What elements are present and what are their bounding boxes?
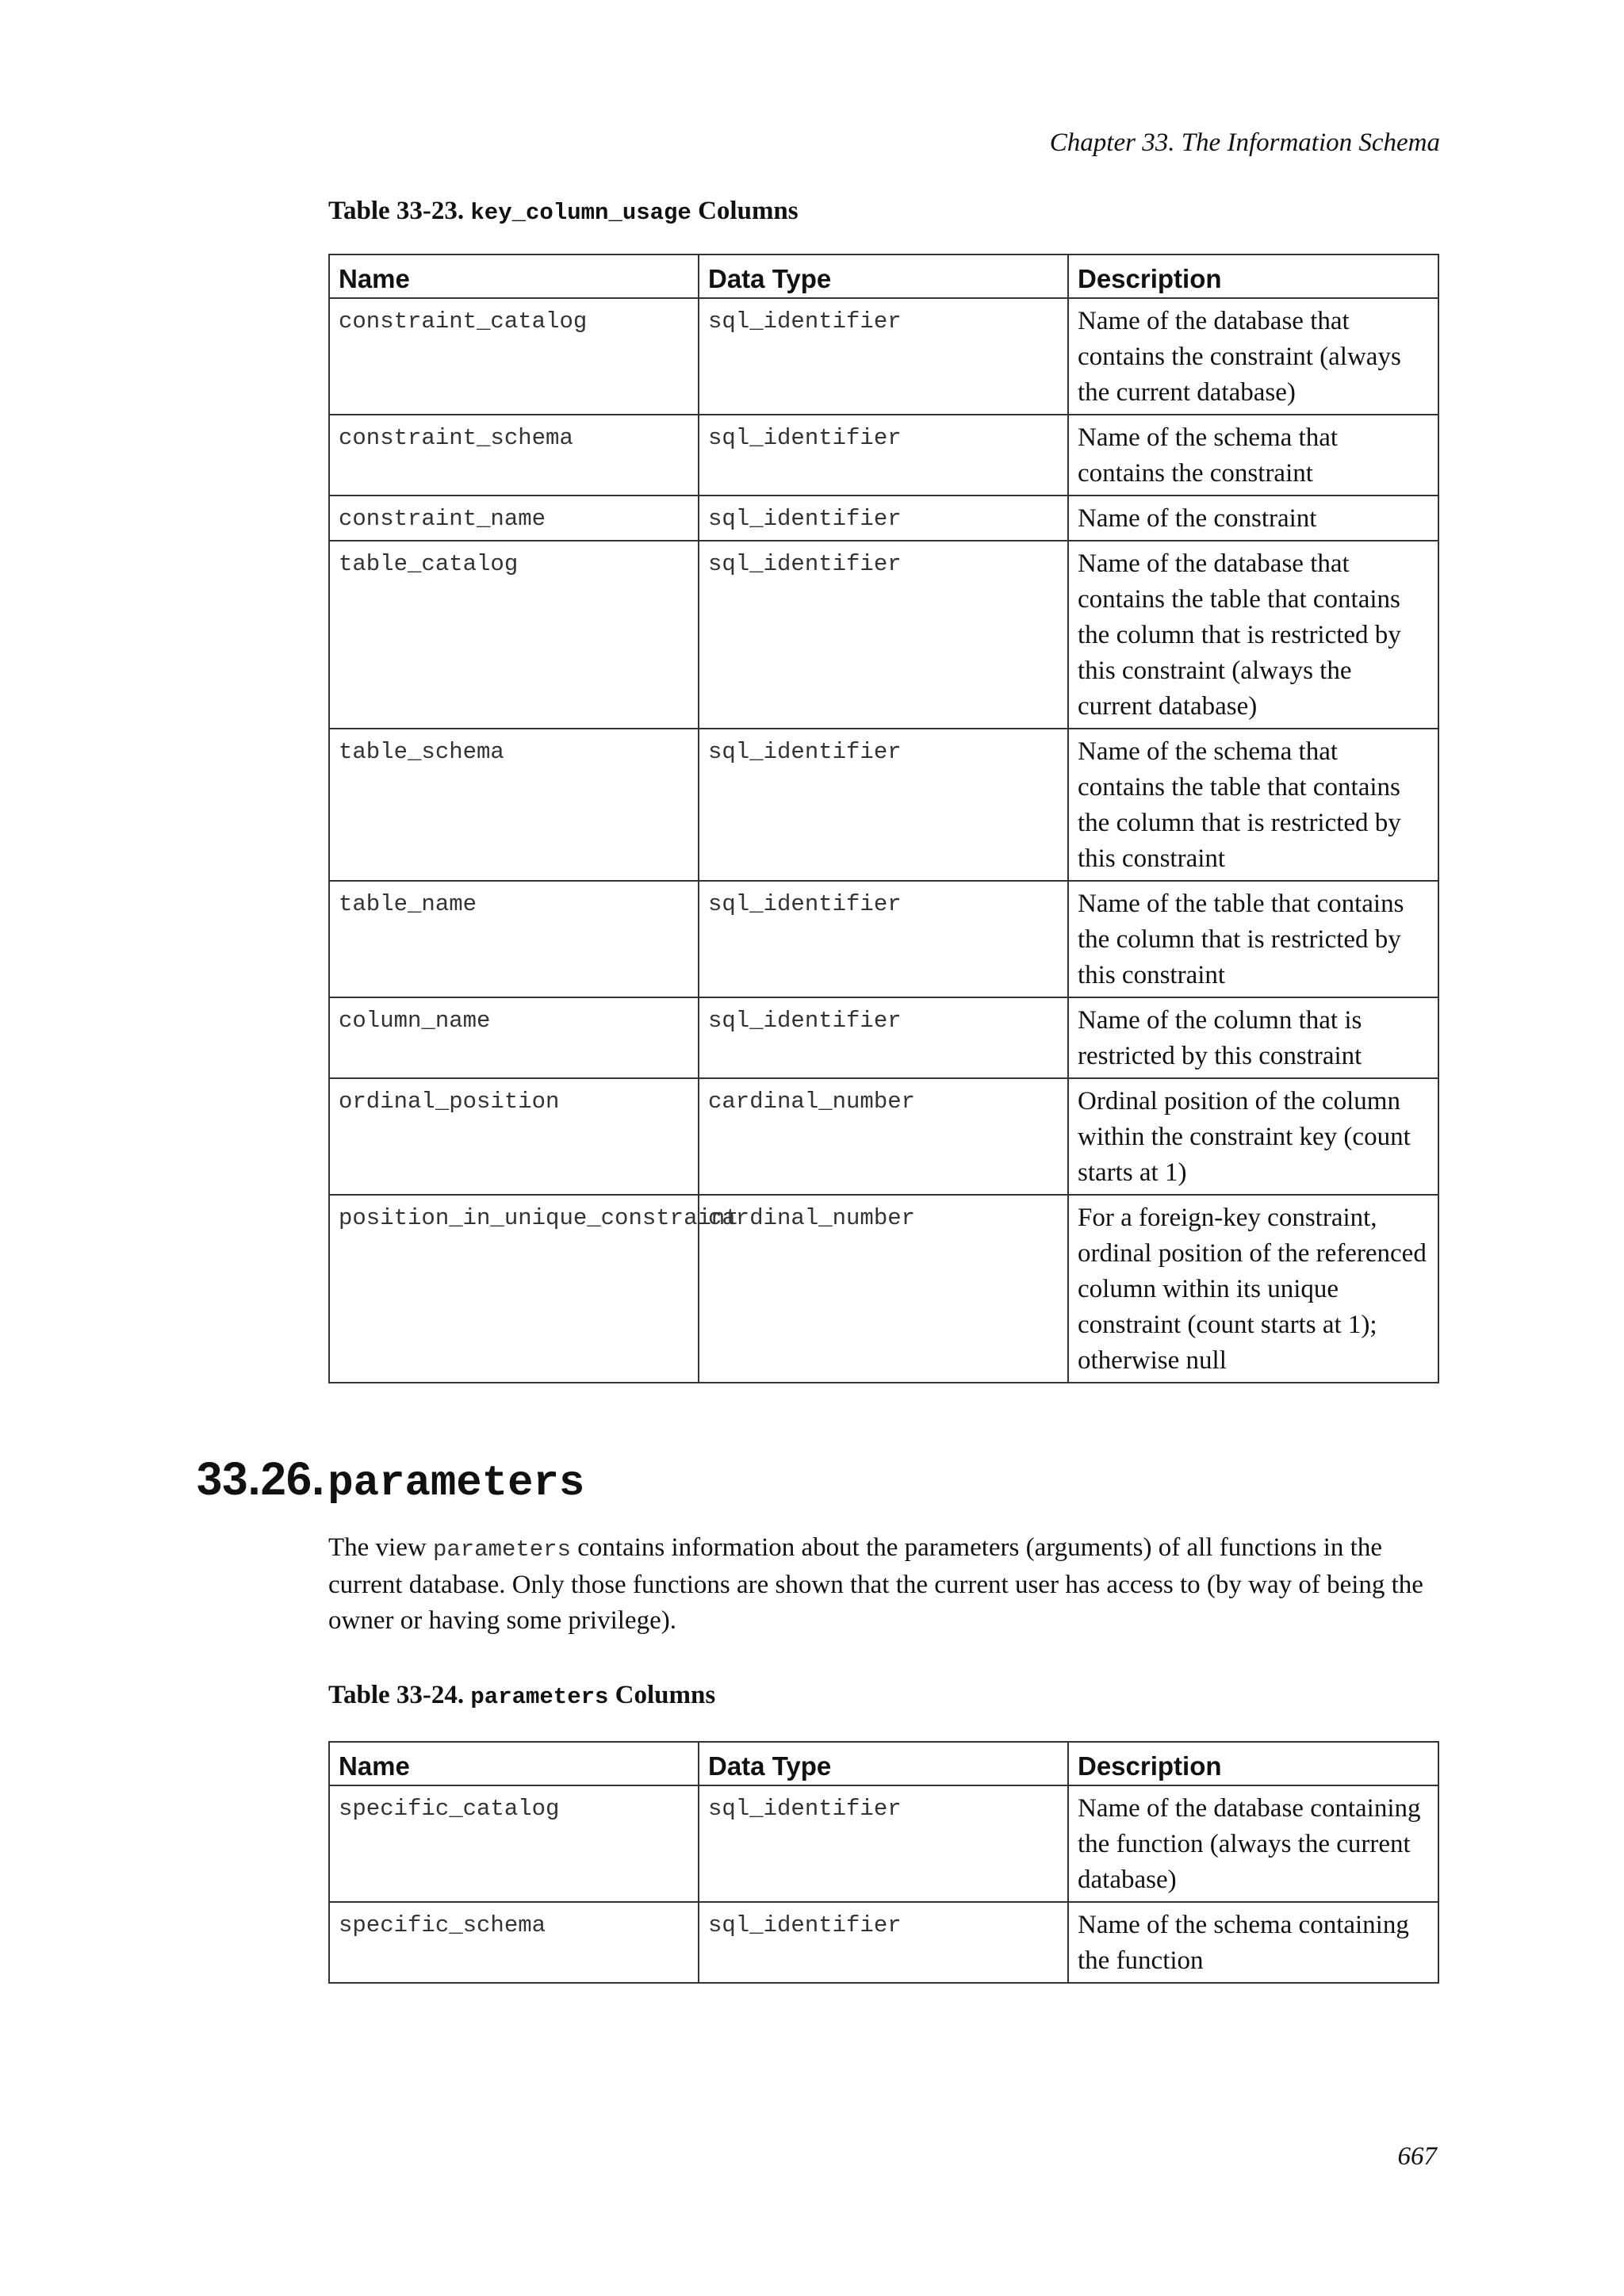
cell-description: Name of the schema that contains the table that contains the column that is restricted by this constraint [1068,729,1438,881]
section-intro-paragraph [328,1530,1440,1639]
parameters-table [328,1741,1439,1984]
column-header-data-type: Data Type [699,1742,1068,1785]
cell-name: position_in_unique_constraint [329,1195,699,1383]
table-row [329,1902,1438,1983]
section-number: 33.26. [197,1453,325,1505]
section-name: parameters [327,1460,585,1508]
cell-data-type: sql_identifier [699,881,1068,997]
column-header-name: Name [329,1742,699,1785]
cell-name: specific_schema [329,1902,699,1983]
section-heading [197,1452,584,1508]
cell-name: ordinal_position [329,1078,699,1195]
caption-suffix: Columns [691,197,799,225]
cell-name: table_name [329,881,699,997]
cell-data-type: sql_identifier [699,541,1068,729]
column-header-data-type: Data Type [699,254,1068,298]
caption-prefix: Table 33-23. [328,197,471,225]
cell-data-type: cardinal_number [699,1078,1068,1195]
cell-description: Name of the column that is restricted by this constraint [1068,997,1438,1078]
table-header-row [329,254,1438,298]
column-header-name: Name [329,254,699,298]
cell-name: column_name [329,997,699,1078]
table-header-row [329,1742,1438,1785]
cell-name: table_schema [329,729,699,881]
cell-description: Name of the database that contains the constraint (always the current database) [1068,298,1438,415]
page-number: 667 [1397,2142,1437,2171]
running-header: Chapter 33. The Information Schema [1049,128,1440,157]
table-row [329,997,1438,1078]
caption-code: parameters [470,1684,609,1710]
cell-name: constraint_schema [329,415,699,496]
table-row [329,1078,1438,1195]
cell-description: Ordinal position of the column within the constraint key (count starts at 1) [1068,1078,1438,1195]
cell-description: Name of the database containing the function (always the current database) [1068,1785,1438,1902]
table-caption-parameters [328,1681,715,1710]
caption-prefix: Table 33-24. [328,1681,471,1709]
cell-name: constraint_catalog [329,298,699,415]
cell-data-type: sql_identifier [699,1785,1068,1902]
cell-description: Name of the constraint [1068,496,1438,541]
table-row [329,1195,1438,1383]
cell-description: Name of the database that contains the table that contains the column that is restricted by this constraint (always the current database) [1068,541,1438,729]
cell-description: For a foreign-key constraint, ordinal position of the referenced column within its unique constraint (count starts at 1); otherwise null [1068,1195,1438,1383]
table-row [329,881,1438,997]
cell-description: Name of the schema containing the function [1068,1902,1438,1983]
cell-data-type: sql_identifier [699,298,1068,415]
table-row [329,415,1438,496]
intro-code: parameters [432,1536,571,1563]
table-row [329,729,1438,881]
cell-data-type: sql_identifier [699,997,1068,1078]
cell-data-type: sql_identifier [699,729,1068,881]
table-row [329,298,1438,415]
table-row [329,541,1438,729]
table-row [329,1785,1438,1902]
intro-text-before: The view [328,1533,433,1562]
cell-description: Name of the schema that contains the constraint [1068,415,1438,496]
table-row [329,496,1438,541]
table-caption-key-column-usage [328,197,799,226]
cell-data-type: sql_identifier [699,415,1068,496]
cell-data-type: cardinal_number [699,1195,1068,1383]
cell-description: Name of the table that contains the column that is restricted by this constraint [1068,881,1438,997]
key-column-usage-table [328,254,1439,1383]
cell-name: table_catalog [329,541,699,729]
column-header-description: Description [1068,254,1438,298]
intro-text-after: contains information about the parameters (arguments) of all functions in the current database. Only those functions are shown that the current user has access to (by way of being the owner or having some privilege). [328,1533,1423,1635]
column-header-description: Description [1068,1742,1438,1785]
caption-suffix: Columns [608,1681,716,1709]
cell-name: constraint_name [329,496,699,541]
cell-data-type: sql_identifier [699,1902,1068,1983]
cell-name: specific_catalog [329,1785,699,1902]
cell-data-type: sql_identifier [699,496,1068,541]
caption-code: key_column_usage [470,200,691,226]
